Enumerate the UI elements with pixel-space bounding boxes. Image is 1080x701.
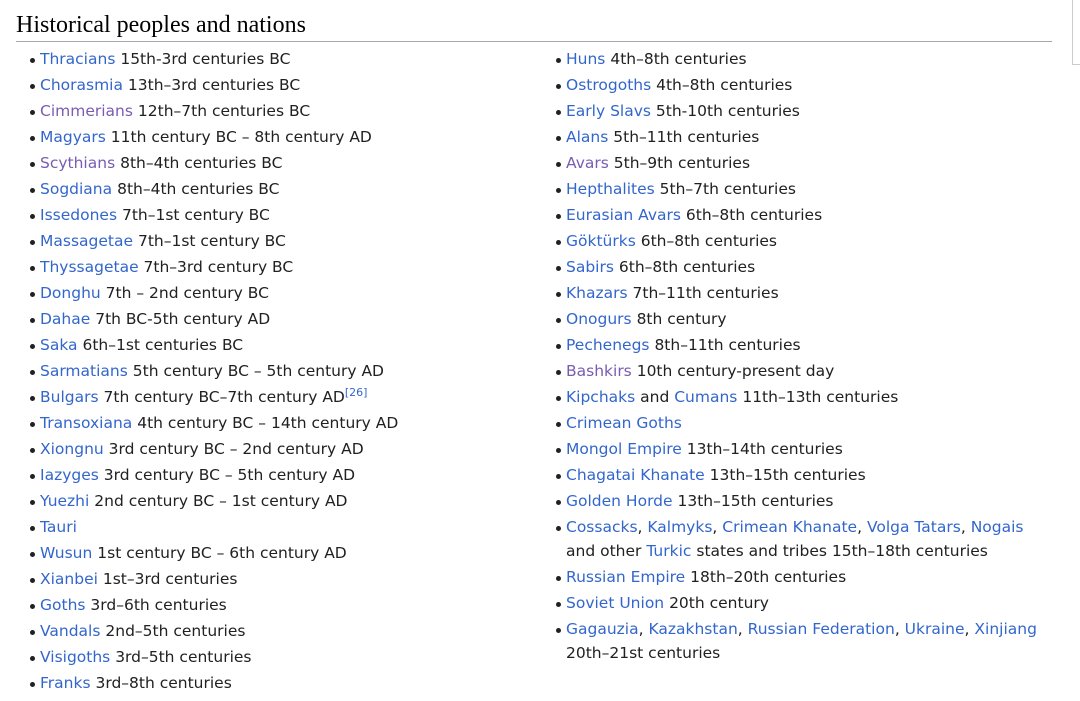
list-item (40, 333, 540, 357)
date-range: 13th–14th centuries (686, 440, 843, 458)
date-range: 10th century-present day (636, 362, 835, 380)
link-separator: , (964, 620, 975, 638)
date-range: 6th–8th centuries (618, 258, 756, 276)
date-range: 4th century BC – 14th century AD (137, 414, 399, 432)
right-list (566, 47, 1048, 667)
list-item (566, 359, 1048, 383)
list-item (566, 151, 1048, 175)
date-range: 1st–3rd centuries (102, 570, 238, 588)
link-separator: , (737, 620, 748, 638)
link-avars[interactable]: Avars (566, 154, 609, 172)
date-range: 20th–21st centuries (566, 644, 721, 662)
link-dahae[interactable]: Dahae (40, 310, 91, 328)
date-range: 6th–1st centuries BC (82, 336, 244, 354)
link-scythians[interactable]: Scythians (40, 154, 116, 172)
link-eurasian-avars[interactable]: Eurasian Avars (566, 206, 681, 224)
list-item (40, 307, 540, 331)
list-item (566, 515, 1048, 563)
list-item (40, 73, 540, 97)
date-range: 15th-3rd centuries BC (120, 50, 291, 68)
link-bulgars[interactable]: Bulgars (40, 388, 99, 406)
list-item (566, 463, 1048, 487)
date-range: 4th–8th centuries (610, 50, 747, 68)
list-item (566, 255, 1048, 279)
date-range: 3rd–6th centuries (90, 596, 227, 614)
list-item (566, 177, 1048, 201)
link-donghu[interactable]: Donghu (40, 284, 101, 302)
link-russian-empire[interactable]: Russian Empire (566, 568, 686, 586)
list-item (40, 125, 540, 149)
citation-link[interactable]: [26] (344, 385, 368, 399)
link-early-slavs[interactable]: Early Slavs (566, 102, 651, 120)
list-item (40, 645, 540, 669)
list-item (566, 385, 1048, 409)
link-kalmyks[interactable]: Kalmyks (647, 518, 713, 536)
date-range: 6th–8th centuries (640, 232, 778, 250)
link-thracians[interactable]: Thracians (40, 50, 116, 68)
date-range: 2nd–5th centuries (105, 622, 246, 640)
link-franks[interactable]: Franks (40, 674, 91, 692)
link-vandals[interactable]: Vandals (40, 622, 101, 640)
list-item (566, 47, 1048, 71)
link-kipchaks[interactable]: Kipchaks (566, 388, 636, 406)
link-mongol-empire[interactable]: Mongol Empire (566, 440, 682, 458)
list-item (566, 565, 1048, 589)
link-cossacks[interactable]: Cossacks (566, 518, 638, 536)
link-separator: , (637, 518, 648, 536)
list-item (566, 591, 1048, 615)
date-range: 5th–11th centuries (613, 128, 760, 146)
link-sogdiana[interactable]: Sogdiana (40, 180, 113, 198)
link-thyssagetae[interactable]: Thyssagetae (40, 258, 139, 276)
date-range: 7th – 2nd century BC (105, 284, 269, 302)
link-onogurs[interactable]: Onogurs (566, 310, 632, 328)
list-item (566, 73, 1048, 97)
date-range: 3rd century BC – 2nd century AD (108, 440, 364, 458)
link-separator: , (857, 518, 867, 536)
link-xinjiang[interactable]: Xinjiang (974, 620, 1037, 638)
link-separator: and (635, 388, 675, 406)
date-range: 2nd century BC – 1st century AD (94, 492, 348, 510)
link-chorasmia[interactable]: Chorasmia (40, 76, 123, 94)
date-range: 3rd–8th centuries (95, 674, 232, 692)
date-range: 6th–8th centuries (685, 206, 823, 224)
list-item (40, 203, 540, 227)
list-item (566, 99, 1048, 123)
date-range: 13th–3rd centuries BC (127, 76, 301, 94)
date-range: 5th-10th centuries (655, 102, 800, 120)
link-golden-horde[interactable]: Golden Horde (566, 492, 673, 510)
list-item (40, 541, 540, 565)
list-item (40, 359, 540, 383)
date-range: 13th–15th centuries (677, 492, 834, 510)
link-separator: and other (566, 542, 647, 560)
link-iazyges[interactable]: Iazyges (40, 466, 99, 484)
list-item (40, 515, 540, 539)
date-range: 7th–3rd century BC (143, 258, 294, 276)
list-item (40, 385, 540, 409)
list-item (566, 617, 1048, 665)
link-gagauzia[interactable]: Gagauzia (566, 620, 639, 638)
left-list (40, 47, 540, 697)
list-item (566, 307, 1048, 331)
link-sarmatians[interactable]: Sarmatians (40, 362, 128, 380)
list-item (40, 437, 540, 461)
date-range: 1st century BC – 6th century AD (97, 544, 347, 562)
section-heading: Historical peoples and nations (16, 10, 1052, 42)
link-alans[interactable]: Alans (566, 128, 609, 146)
date-range: 5th–9th centuries (613, 154, 751, 172)
date-range: 13th–15th centuries (709, 466, 866, 484)
date-range: 3rd century BC – 5th century AD (103, 466, 356, 484)
list-item (40, 489, 540, 513)
link-magyars[interactable]: Magyars (40, 128, 106, 146)
list-item (40, 671, 540, 695)
link-sabirs[interactable]: Sabirs (566, 258, 614, 276)
date-range: 7th century BC–7th century AD (103, 388, 345, 406)
date-range: 12th–7th centuries BC (137, 102, 311, 120)
list-item (40, 229, 540, 253)
list-item (566, 489, 1048, 513)
link-issedones[interactable]: Issedones (40, 206, 118, 224)
link-massagetae[interactable]: Massagetae (40, 232, 134, 250)
link-cumans[interactable]: Cumans (674, 388, 738, 406)
link-separator: , (638, 620, 649, 638)
list-item (40, 411, 540, 435)
link-nogais[interactable]: Nogais (970, 518, 1024, 536)
date-range: 8th–4th centuries BC (120, 154, 283, 172)
link-visigoths[interactable]: Visigoths (40, 648, 111, 666)
link-khazars[interactable]: Khazars (566, 284, 628, 302)
list-item (40, 99, 540, 123)
date-range: 7th–11th centuries (632, 284, 779, 302)
date-range: 7th–1st century BC (121, 206, 270, 224)
link-goths[interactable]: Goths (40, 596, 86, 614)
list-item (40, 619, 540, 643)
link-soviet-union[interactable]: Soviet Union (566, 594, 665, 612)
date-range: 7th–1st century BC (137, 232, 286, 250)
list-item (566, 125, 1048, 149)
link-crimean-khanate[interactable]: Crimean Khanate (722, 518, 858, 536)
link-pechenegs[interactable]: Pechenegs (566, 336, 650, 354)
list-item (566, 281, 1048, 305)
date-range: 11th–13th centuries (742, 388, 899, 406)
date-range: 18th–20th centuries (690, 568, 847, 586)
date-range: 7th BC-5th century AD (95, 310, 271, 328)
link-saka[interactable]: Saka (40, 336, 78, 354)
link-crimean-goths[interactable]: Crimean Goths (566, 414, 682, 432)
link-ukraine[interactable]: Ukraine (904, 620, 965, 638)
list-item (566, 203, 1048, 227)
link-cimmerians[interactable]: Cimmerians (40, 102, 133, 120)
link-yuezhi[interactable]: Yuezhi (40, 492, 90, 510)
list-item (40, 177, 540, 201)
link-xiongnu[interactable]: Xiongnu (40, 440, 104, 458)
link-hepthalites[interactable]: Hepthalites (566, 180, 655, 198)
link-chagatai-khanate[interactable]: Chagatai Khanate (566, 466, 705, 484)
list-item (566, 411, 1048, 435)
list-item (40, 593, 540, 617)
link-separator: , (712, 518, 723, 536)
list-item (40, 567, 540, 591)
list-item (566, 229, 1048, 253)
date-range: 8th century (636, 310, 727, 328)
link-russian-federation[interactable]: Russian Federation (747, 620, 895, 638)
link-transoxiana[interactable]: Transoxiana (40, 414, 133, 432)
list-item (40, 281, 540, 305)
link-turkic[interactable]: Turkic (646, 542, 692, 560)
date-range: 4th–8th centuries (656, 76, 793, 94)
link-separator: , (960, 518, 971, 536)
link-bashkirs[interactable]: Bashkirs (566, 362, 632, 380)
date-range: 5th–7th centuries (659, 180, 796, 198)
list-item (566, 437, 1048, 461)
list-item (40, 151, 540, 175)
list-item (566, 333, 1048, 357)
date-range: 11th century BC – 8th century AD (110, 128, 372, 146)
link-volga-tatars[interactable]: Volga Tatars (866, 518, 961, 536)
list-item (40, 47, 540, 71)
link-xianbei[interactable]: Xianbei (40, 570, 98, 588)
link-gokturks[interactable]: Göktürks (566, 232, 636, 250)
link-tauri[interactable]: Tauri (40, 518, 77, 536)
date-range: 8th–4th centuries BC (117, 180, 280, 198)
link-kazakhstan[interactable]: Kazakhstan (648, 620, 738, 638)
date-range: states and tribes 15th–18th centuries (696, 542, 988, 560)
scrollbar-stub[interactable] (1072, 0, 1080, 65)
date-range: 20th century (669, 594, 769, 612)
date-range: 8th–11th centuries (654, 336, 801, 354)
date-range: 5th century BC – 5th century AD (132, 362, 384, 380)
link-separator: , (894, 620, 905, 638)
link-huns[interactable]: Huns (566, 50, 606, 68)
list-item (40, 463, 540, 487)
link-ostrogoths[interactable]: Ostrogoths (566, 76, 652, 94)
list-item (40, 255, 540, 279)
link-wusun[interactable]: Wusun (40, 544, 93, 562)
date-range: 3rd–5th centuries (115, 648, 252, 666)
